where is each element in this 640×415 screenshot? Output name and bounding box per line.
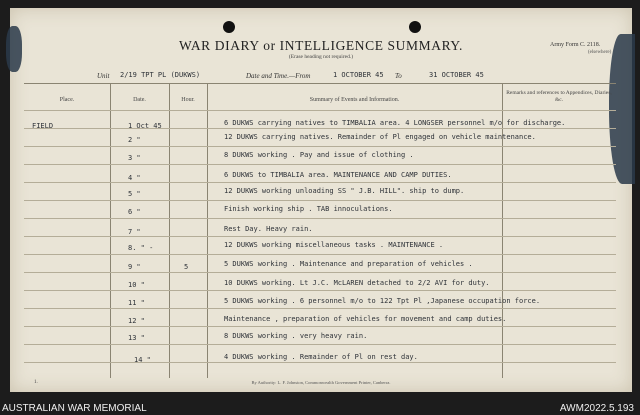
summary-cell: 10 DUKWS working. Lt J.C. McLAREN detached to 2/2 AVI for duty.	[224, 279, 490, 287]
summary-cell: 12 DUKWS working miscellaneous tasks . MAINTENANCE .	[224, 241, 444, 249]
row-divider	[24, 344, 616, 345]
row-divider	[24, 200, 616, 201]
to-date-value: 31 OCTOBER 45	[429, 71, 484, 79]
to-label: To	[395, 72, 402, 80]
unit-value: 2/19 TPT PL (DUKWS)	[120, 71, 201, 79]
summary-cell: Maintenance , preparation of vehicles for movement and camp duties.	[224, 315, 507, 323]
header-summary: Summary of Events and Information.	[309, 97, 400, 103]
summary-cell: 5 DUKWS working . 6 personnel m/o to 122 Tpt Pl ,Japanese occupation force.	[224, 297, 541, 305]
header-date: Date.	[133, 97, 146, 103]
unit-label: Unit	[97, 72, 110, 80]
date-cell: 5 "	[128, 190, 141, 198]
hour-cell: 5	[184, 263, 189, 271]
row-divider	[24, 164, 616, 165]
summary-cell: 5 DUKWS working . Maintenance and preparation of vehicles .	[224, 260, 473, 268]
date-cell: 6 "	[128, 208, 141, 216]
summary-cell: 12 DUKWS working unloading SS " J.B. HILL". ship to dump.	[224, 187, 465, 195]
from-date-value: 1 OCTOBER 45	[333, 71, 384, 79]
date-cell: 8. " -	[128, 244, 154, 252]
summary-cell: 8 DUKWS working . very heavy rain.	[224, 332, 368, 340]
row-divider	[24, 236, 616, 237]
row-divider	[24, 182, 616, 183]
date-cell: 3 "	[128, 154, 141, 162]
row-divider	[24, 326, 616, 327]
summary-cell: Finish working ship . TAB innoculations.	[224, 205, 393, 213]
date-cell: 7 "	[128, 228, 141, 236]
date-cell: 1 Oct 45	[128, 122, 162, 130]
date-cell: 10 "	[128, 281, 145, 289]
summary-cell: 12 DUKWS carrying natives. Remainder of Pl engaged on vehicle maintenance.	[224, 133, 536, 141]
army-form-number: Army Form C. 2118.	[550, 42, 601, 48]
row-divider	[24, 218, 616, 219]
form-title: WAR DIARY or INTELLIGENCE SUMMARY.	[178, 38, 464, 53]
place-cell: FIELD	[32, 122, 54, 130]
header-hour: Hour.	[181, 97, 195, 103]
header-place: Place.	[59, 97, 75, 103]
diary-table	[24, 83, 616, 378]
date-cell: 2 "	[128, 136, 141, 144]
row-divider	[24, 290, 616, 291]
summary-cell: 8 DUKWS working . Pay and issue of clothing .	[224, 151, 414, 159]
date-cell: 13 "	[128, 334, 145, 342]
row-divider	[24, 146, 616, 147]
footer-number: 1.	[34, 380, 38, 385]
army-form-sub: (elsewhere)	[588, 50, 612, 55]
summary-cell: 6 DUKWS to TIMBALIA area. MAINTENANCE AND CAMP DUTIES.	[224, 171, 452, 179]
row-divider	[24, 272, 616, 273]
summary-cell: Rest Day. Heavy rain.	[224, 225, 313, 233]
row-divider	[24, 308, 616, 309]
date-time-label: Date and Time.—From	[246, 72, 311, 80]
date-cell: 12 "	[128, 317, 145, 325]
summary-cell: 4 DUKWS working . Remainder of Pl on rest day.	[224, 353, 418, 361]
row-divider	[24, 254, 616, 255]
footer-authority: By Authority: L. F. Johnston, Commonwealth Government Printer, Canberra.	[251, 380, 391, 385]
date-cell: 14 "	[134, 356, 151, 364]
row-divider	[24, 110, 616, 111]
form-subtitle: (Erase heading not required.)	[288, 54, 354, 60]
date-cell: 4 "	[128, 174, 141, 182]
archive-caption: AUSTRALIAN WAR MEMORIAL	[2, 403, 147, 414]
archive-id: AWM2022.5.193	[559, 403, 634, 414]
punch-hole-right	[409, 21, 421, 33]
diary-sheet	[10, 8, 632, 392]
header-remarks: Remarks and references to Appendices, Diaries, &c.	[506, 90, 612, 103]
date-cell: 11 "	[128, 299, 145, 307]
summary-cell: 6 DUKWS carrying natives to TIMBALIA area. 4 LONGSER personnel m/o for discharge.	[224, 119, 566, 127]
row-divider	[24, 362, 616, 363]
punch-hole-left	[223, 21, 235, 33]
date-cell: 9 "	[128, 263, 141, 271]
row-divider	[24, 128, 616, 129]
